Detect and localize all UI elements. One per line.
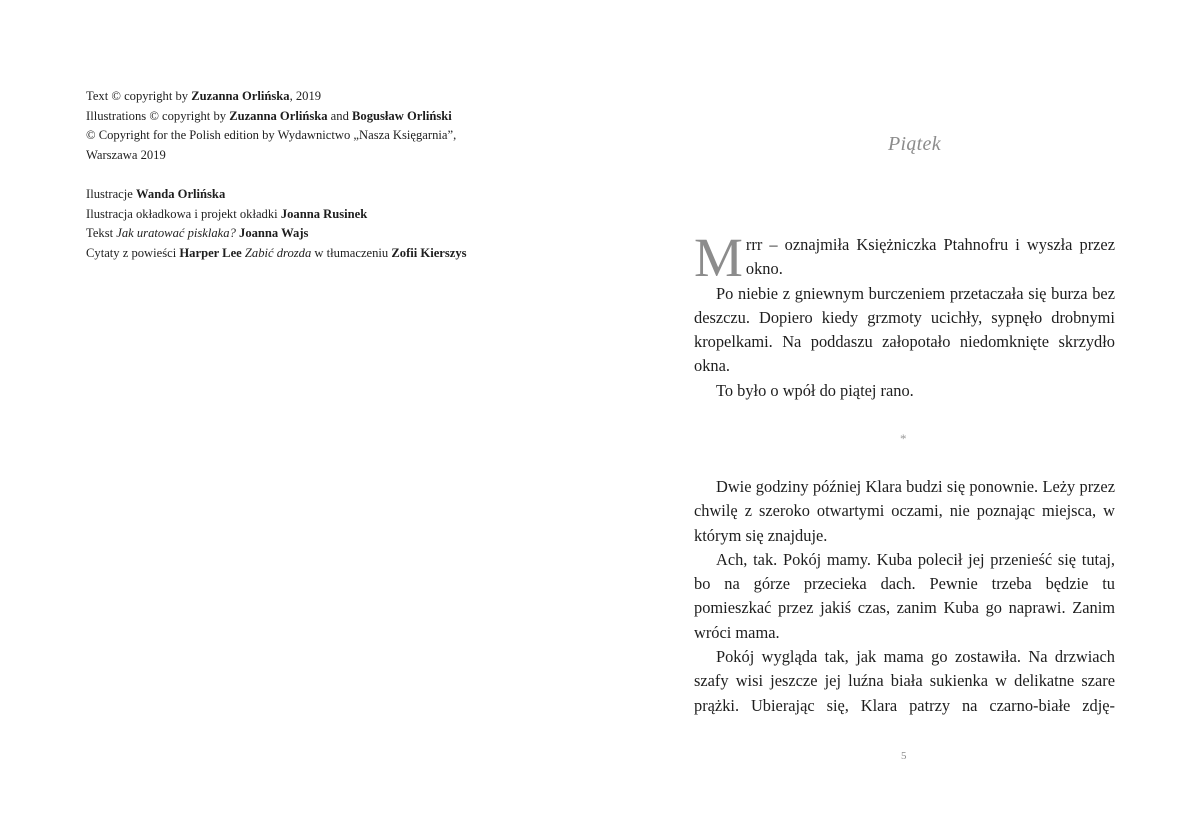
chapter-title: Piątek <box>888 133 941 155</box>
credit-line-place-year: Warszawa 2019 <box>86 147 166 162</box>
credit-line-edition: © Copyright for the Polish edition by Wydawnictwo „Nasza Księgarnia”, <box>86 128 457 143</box>
page-number: 5 <box>901 750 907 762</box>
paragraph: Ach, tak. Pokój mamy. Kuba polecił jej przenieść się tutaj, bo na górze przecieka dach. Pewnie trzeba będzie tu pomieszkać przez jakiś czas, zanim Kuba go naprawi. Zanim wróci mama. <box>694 549 1115 642</box>
paragraph: To było o wpół do piątej rano. <box>716 380 914 400</box>
paragraph: Dwie godziny później Klara budzi się ponownie. Leży przez chwilę z szeroko otwartymi oczami, nie poznając miejsca, w którym się znajduje. <box>694 477 1115 545</box>
copyright-credits <box>86 87 556 263</box>
drop-cap: M <box>694 227 743 288</box>
chapter-text-part2 <box>694 475 1115 718</box>
credit-line-embedded-text: Tekst Jak uratować pisklaka? Joanna Wajs <box>86 226 309 241</box>
credit-line-illustrations: Illustrations © copyright by Zuzanna Orlińska and Bogusław Orliński <box>86 108 452 123</box>
paragraph: Po niebie z gniewnym burczeniem przetaczała się burza bez deszczu. Dopiero kiedy grzmoty ucichły, sypnęło drobnymi kropelkami. Na poddaszu załopotało niedomknięte skrzydło okna. <box>694 283 1115 376</box>
credit-line-text: Text © copyright by Zuzanna Orlińska, 2019 <box>86 89 322 103</box>
paragraph-opening: Mrrr – oznajmiła Księżniczka Ptahnofru i wyszła przez okno. <box>694 227 1115 288</box>
credit-line-cover: Ilustracja okładkowa i projekt okładki Joanna Rusinek <box>86 206 368 221</box>
credit-line-illustrator: Ilustracje Wanda Orlińska <box>86 186 226 201</box>
chapter-text-part1 <box>694 227 1115 403</box>
paragraph: Pokój wygląda tak, jak mama go zostawiła. Na drzwiach szafy wisi jeszcze jej luźna biała sukienka w delikatne szare prążki. Ubierając się, Klara patrzy na czarno-białe zdję- <box>694 647 1115 715</box>
section-separator: * <box>900 431 907 446</box>
credit-line-quotes: Cytaty z powieści Harper Lee Zabić drozda w tłumaczeniu Zofii Kierszys <box>86 245 467 260</box>
